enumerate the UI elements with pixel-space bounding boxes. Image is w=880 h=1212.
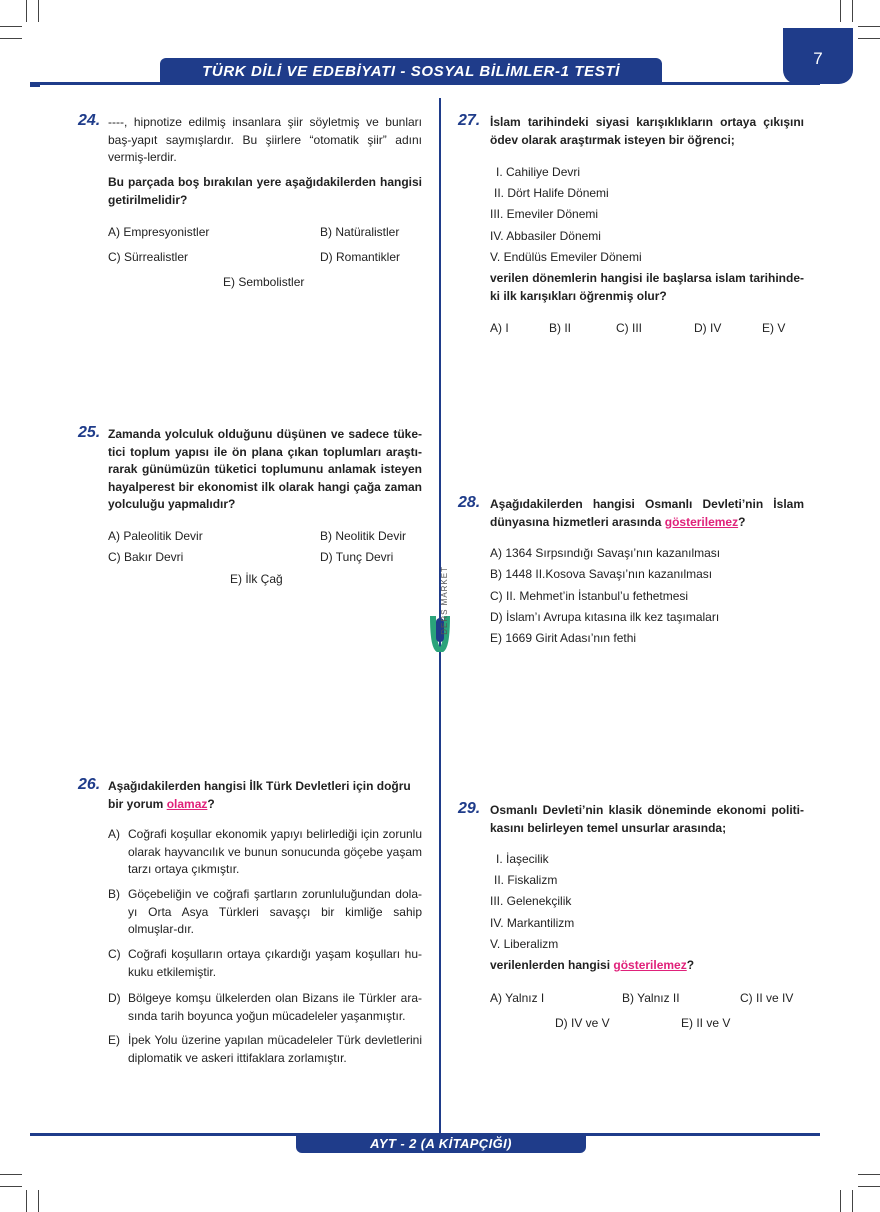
crop-mark <box>858 26 880 27</box>
question-prompt <box>490 496 804 531</box>
answer-option[interactable]: D) Romantikler <box>320 250 401 264</box>
answer-option[interactable]: A) Paleolitik Devir <box>108 529 203 543</box>
list-item: IV. Abbasiler Dönemi <box>490 229 601 243</box>
answer-option[interactable]: C) Sürrealistler <box>108 250 189 264</box>
page-title: TÜRK DİLİ VE EDEBİYATI - SOSYAL BİLİMLER-1 TESTİ <box>160 58 662 84</box>
crop-mark <box>858 1174 880 1175</box>
crop-mark <box>858 1186 880 1187</box>
option-letter: C) <box>108 947 121 961</box>
crop-mark <box>26 0 27 22</box>
list-item: V. Endülüs Emeviler Dönemi <box>490 250 642 264</box>
list-item: III. Gelenekçilik <box>490 894 572 908</box>
question-prompt <box>108 778 422 813</box>
answer-option[interactable]: C) III <box>616 321 642 335</box>
crop-mark <box>0 26 22 27</box>
question-number: 29. <box>458 800 481 817</box>
answer-option[interactable]: C) Bakır Devri <box>108 550 184 564</box>
question-prompt: Bu parçada boş bırakılan yere aşağıdakilerden hangisi getirilmelidir? <box>108 175 422 207</box>
crop-mark <box>852 1190 853 1212</box>
answer-option[interactable]: B) Yalnız II <box>622 991 680 1005</box>
answer-option[interactable]: B) 1448 II.Kosova Savaşı’nın kazanılması <box>490 567 713 581</box>
question-text: Aşağıdakilerden hangisi Osmanlı Devleti’nin İslam dünyasına hizmetleri arasında <box>490 497 804 529</box>
option-letter: A) <box>108 827 120 841</box>
page-number: 7 <box>783 28 853 84</box>
emphasis-word: gösterilemez <box>664 514 739 529</box>
crop-mark <box>38 1190 39 1212</box>
option-letter: B) <box>108 887 120 901</box>
question-closing: verilen dönemlerin hangisi ile başlarsa islam tarihinde-ki ilk karışıkları öğrenmiş olur? <box>490 271 804 303</box>
question-number: 27. <box>458 112 481 129</box>
answer-option[interactable]: E) II ve V <box>681 1016 731 1030</box>
answer-option[interactable]: E) V <box>762 321 786 335</box>
option-letter: D) <box>108 991 121 1005</box>
answer-option[interactable]: A) Empresyonistler <box>108 225 210 239</box>
crop-mark <box>840 1190 841 1212</box>
question-number: 25. <box>78 424 101 441</box>
question-text: verilenlerden hangisi <box>490 958 614 972</box>
emphasis-word: olamaz <box>166 796 208 811</box>
option-text: İpek Yolu üzerine yapılan mücadeleler Türk devletlerini diplomatik ve askeri ittifaklara zorlamıştır. <box>128 1033 422 1065</box>
question-prompt: İslam tarihindeki siyasi karışıklıkların ortaya çıkışını ödev olarak araştırmak isteyen bir öğrenci; <box>490 115 804 147</box>
crop-mark <box>840 0 841 22</box>
answer-option[interactable]: C) II ve IV <box>740 991 794 1005</box>
crop-mark <box>852 0 853 22</box>
list-item: I. İaşecilik <box>496 852 549 866</box>
booklet-label: AYT - 2 (A KİTAPÇIĞI) <box>296 1133 586 1153</box>
answer-option[interactable]: A) Yalnız I <box>490 991 545 1005</box>
answer-option[interactable]: B) II <box>549 321 572 335</box>
question-mark: ? <box>686 958 695 972</box>
crop-mark <box>38 0 39 22</box>
answer-option[interactable]: E) 1669 Girit Adası’nın fethi <box>490 631 637 645</box>
question-closing <box>490 957 804 975</box>
answer-option[interactable]: D) IV <box>694 321 722 335</box>
list-item: I. Cahiliye Devri <box>496 165 581 179</box>
option-text: Coğrafi koşullar ekonomik yapıyı belirlediği için zorunlu olarak hayvancılık ve bunun sonucunda göçebe yaşam tarzı ortaya çıkmıştır. <box>128 827 422 876</box>
option-text: Göçebeliğin ve coğrafi şartların zorunluluğundan dola-yı Orta Asya Türkleri savaşçı bir kimliğe sahip olmuşlar-dır. <box>128 887 422 936</box>
list-item: IV. Markantilizm <box>490 916 575 930</box>
list-item: II. Fiskalizm <box>494 873 558 887</box>
emphasis-word: gösterilemez <box>613 958 687 972</box>
header-dash <box>30 84 40 87</box>
logo-text: DERS MARKET <box>440 566 449 635</box>
list-item: III. Emeviler Dönemi <box>490 207 599 221</box>
answer-option[interactable]: B) Natüralistler <box>320 225 400 239</box>
option-text: Coğrafi koşulların ortaya çıkardığı yaşam koşulları hu-kuku etkilemiştir. <box>128 947 422 979</box>
question-prompt: Zamanda yolculuk olduğunu düşünen ve sadece tüke-tici toplum yapısı ile ön plana çıkan toplumları araştı-rarak günümüzün tüketici toplumunu anlamak isteyen hayalperest bir ekonomist ilk olarak hangi çağa zaman yolculuğu yapmalıdır? <box>108 427 422 511</box>
question-text: Aşağıdakilerden hangisi İlk Türk Devletleri için doğru bir yorum <box>108 779 411 811</box>
question-number: 28. <box>458 494 481 511</box>
answer-option[interactable]: D) IV ve V <box>555 1016 610 1030</box>
answer-option[interactable]: D) İslam’ı Avrupa kıtasına ilk kez taşımaları <box>490 610 720 624</box>
list-item: II. Dört Halife Dönemi <box>494 186 609 200</box>
crop-mark <box>0 38 22 39</box>
answer-option[interactable]: E) İlk Çağ <box>230 572 283 586</box>
crop-mark <box>858 38 880 39</box>
question-mark: ? <box>738 514 746 529</box>
crop-mark <box>26 1190 27 1212</box>
option-text: Bölgeye komşu ülkelerden olan Bizans ile Türkler ara-sında tarih boyunca yoğun mücadeleler yaşanmıştır. <box>128 991 422 1023</box>
list-item: V. Liberalizm <box>490 937 559 951</box>
question-number: 26. <box>78 776 101 793</box>
question-stem: ----, hipnotize edilmiş insanlara şiir söyletmiş ve bunları baş-yapıt saymışlardır. Bu şiirlere “otomatik şiir” adını vermiş-lerdir. <box>108 115 422 164</box>
answer-option[interactable]: B) Neolitik Devir <box>320 529 407 543</box>
answer-option[interactable]: E) Sembolistler <box>223 275 305 289</box>
question-mark: ? <box>207 796 215 811</box>
crop-mark <box>0 1186 22 1187</box>
question-number: 24. <box>78 112 101 129</box>
crop-mark <box>0 1174 22 1175</box>
answer-option[interactable]: C) II. Mehmet’in İstanbul’u fethetmesi <box>490 589 689 603</box>
option-letter: E) <box>108 1033 120 1047</box>
question-prompt: Osmanlı Devleti’nin klasik döneminde ekonomi politi-kasını belirleyen temel unsurlar arasında; <box>490 803 804 835</box>
answer-option[interactable]: A) I <box>490 321 509 335</box>
answer-option[interactable]: D) Tunç Devri <box>320 550 394 564</box>
answer-option[interactable]: A) 1364 Sırpsındığı Savaşı’nın kazanılması <box>490 546 721 560</box>
